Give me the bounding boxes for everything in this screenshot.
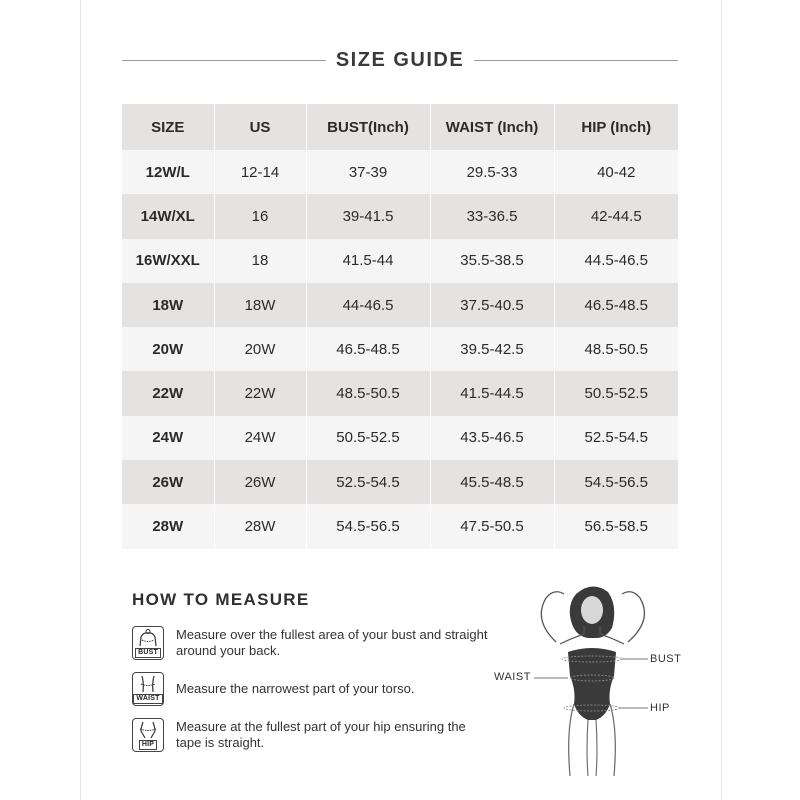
measure-item-hip xyxy=(132,718,492,752)
table-cell-bust: 50.5-52.5 xyxy=(306,416,430,460)
table-cell-bust: 41.5-44 xyxy=(306,239,430,283)
measure-item-waist xyxy=(132,672,492,706)
table-cell-waist: 47.5-50.5 xyxy=(430,504,554,548)
table-cell-hip: 40-42 xyxy=(597,163,636,181)
waist-tag: WAIST xyxy=(133,694,162,704)
table-row xyxy=(122,283,678,327)
table-cell-size: 16W/XXL xyxy=(122,239,214,283)
table-cell-us: 18W xyxy=(214,283,306,327)
table-cell-waist: 39.5-42.5 xyxy=(430,327,554,371)
table-cell-size: 26W xyxy=(122,460,214,504)
table-cell-us: 26W xyxy=(214,460,306,504)
table-cell-us: 24W xyxy=(214,416,306,460)
table-cell-size: 28W xyxy=(122,504,214,548)
table-header-row xyxy=(122,104,678,150)
column-header-us: US xyxy=(214,104,306,150)
measure-text-waist: Measure the narrowest part of your torso. xyxy=(176,681,415,696)
bust-label: BUST xyxy=(650,653,682,665)
table-cell-us: 28W xyxy=(214,504,306,548)
table-cell-hip: 44.5-46.5 xyxy=(584,252,648,270)
table-cell-hip: 54.5-56.5 xyxy=(584,473,648,491)
table-cell-size: 18W xyxy=(122,283,214,327)
table-row xyxy=(122,327,678,371)
table-cell-us: 22W xyxy=(214,371,306,415)
table-cell-size: 24W xyxy=(122,416,214,460)
bust-tag: BUST xyxy=(135,648,161,658)
hip-label: HIP xyxy=(650,702,670,714)
table-row xyxy=(122,416,678,460)
table-row xyxy=(122,239,678,283)
table-cell-hip: 56.5-58.5 xyxy=(584,518,648,536)
table-cell-us: 16 xyxy=(214,194,306,238)
size-table xyxy=(122,104,678,549)
hip-tag: HIP xyxy=(139,740,157,750)
table-cell-waist: 41.5-44.5 xyxy=(430,371,554,415)
waist-icon xyxy=(132,672,164,706)
table-row xyxy=(122,504,678,548)
measure-text-hip: Measure at the fullest part of your hip ensuring the tape is straight. xyxy=(176,719,466,750)
page-title: SIZE GUIDE xyxy=(335,48,465,71)
table-cell-bust: 46.5-48.5 xyxy=(306,327,430,371)
table-cell-hip: 42-44.5 xyxy=(590,207,642,225)
table-cell-size: 22W xyxy=(122,371,214,415)
table-cell-size: 14W/XL xyxy=(122,194,214,238)
table-cell-bust: 37-39 xyxy=(306,150,430,194)
table-cell-us: 20W xyxy=(214,327,306,371)
table-cell-bust: 54.5-56.5 xyxy=(306,504,430,548)
table-cell-waist: 33-36.5 xyxy=(430,194,554,238)
how-to-measure-title: HOW TO MEASURE xyxy=(132,590,310,609)
table-cell-size: 12W/L xyxy=(122,150,214,194)
table-cell-us: 18 xyxy=(214,239,306,283)
body-measurement-figure xyxy=(488,580,708,780)
table-cell-size: 20W xyxy=(122,327,214,371)
column-header-size: SIZE xyxy=(122,104,214,150)
table-row xyxy=(122,150,678,194)
header-divider-right xyxy=(474,60,678,61)
table-cell-waist: 43.5-46.5 xyxy=(430,416,554,460)
table-cell-waist: 45.5-48.5 xyxy=(430,460,554,504)
table-cell-bust: 52.5-54.5 xyxy=(306,460,430,504)
bust-icon xyxy=(132,626,164,660)
measure-item-bust xyxy=(132,626,492,660)
table-row xyxy=(122,194,678,238)
table-cell-bust: 48.5-50.5 xyxy=(306,371,430,415)
measure-text-bust: Measure over the fullest area of your bust and straight around your back. xyxy=(176,627,488,658)
header-divider-left xyxy=(122,60,326,61)
table-cell-waist: 35.5-38.5 xyxy=(430,239,554,283)
hip-icon xyxy=(132,718,164,752)
table-cell-hip: 46.5-48.5 xyxy=(584,296,648,314)
table-cell-bust: 44-46.5 xyxy=(306,283,430,327)
column-header-hip: HIP (Inch) xyxy=(581,118,652,136)
table-cell-waist: 29.5-33 xyxy=(430,150,554,194)
table-row xyxy=(122,371,678,415)
table-cell-us: 12-14 xyxy=(214,150,306,194)
size-guide-header xyxy=(122,44,678,76)
column-header-bust: BUST(Inch) xyxy=(306,104,430,150)
table-cell-waist: 37.5-40.5 xyxy=(430,283,554,327)
table-cell-hip: 52.5-54.5 xyxy=(584,429,648,447)
table-cell-hip: 48.5-50.5 xyxy=(584,340,648,358)
table-cell-bust: 39-41.5 xyxy=(306,194,430,238)
table-cell-hip: 50.5-52.5 xyxy=(584,385,648,403)
column-header-waist: WAIST (Inch) xyxy=(430,104,554,150)
table-row xyxy=(122,460,678,504)
waist-label: WAIST xyxy=(494,671,531,683)
